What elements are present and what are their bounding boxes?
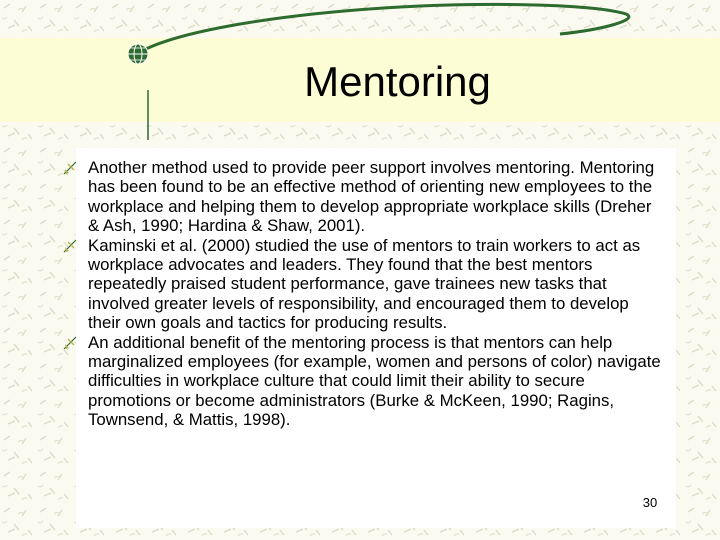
bullet-item bbox=[62, 236, 662, 333]
bullet-text: Another method used to provide peer support involves mentoring. Mentoring has been found to be an effective method of orienting new employees to the workplace and helping them to develop appropriate workplace skills (Dreher & Ash, 1990; Hardina & Shaw, 2001). bbox=[88, 158, 655, 236]
pen-nib-bullet-icon bbox=[62, 160, 78, 176]
bullet-text: Kaminski et al. (2000) studied the use of mentors to train workers to act as workplace advocates and leaders. They found that the best mentors repeatedly praised student performance, gave trainees new tasks that involved greater levels of responsibility, and encouraged them to develop their own goals and tactics for producing results. bbox=[88, 235, 641, 333]
page-number: 30 bbox=[642, 495, 658, 510]
bullet-text: An additional benefit of the mentoring process is that mentors can help marginalized employees (for example, women and persons of color) navigate difficulties in workplace culture that could limit their ability to secure promotions or become administrators (Burke & McKeen, 1990; Ragins, Townsend, & Mattis, 1998). bbox=[88, 332, 661, 430]
bullet-list bbox=[62, 158, 662, 430]
bullet-item bbox=[62, 158, 662, 236]
pen-nib-bullet-icon bbox=[62, 335, 78, 351]
pen-nib-bullet-icon bbox=[62, 238, 78, 254]
slide-title: Mentoring bbox=[304, 58, 491, 105]
bullet-item bbox=[62, 333, 662, 430]
